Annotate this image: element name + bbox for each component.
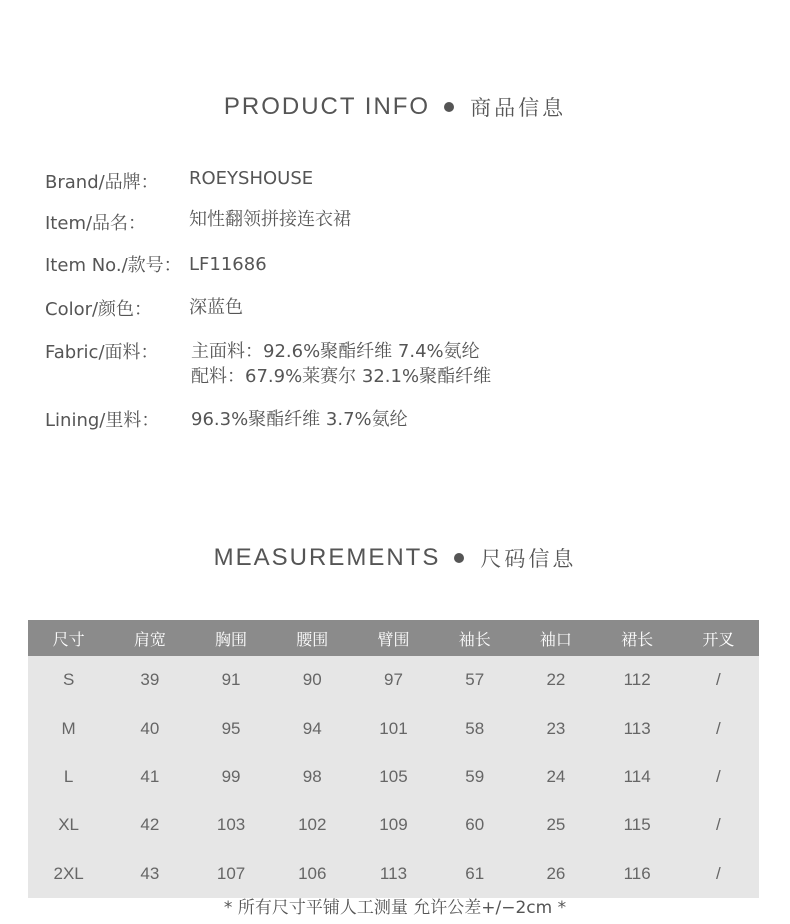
table-cell: 113: [623, 718, 651, 738]
fabric-secondary-value: 配料：67.9%莱赛尔 32.1%聚酯纤维: [191, 366, 492, 387]
header-dress-length: 裙长: [621, 629, 654, 649]
table-cell: /: [716, 863, 721, 883]
measurements-heading: [0, 543, 790, 573]
table-cell: 101: [379, 718, 408, 738]
table-cell: 107: [216, 863, 246, 883]
table-row: [28, 753, 759, 801]
table-cell: 59: [465, 766, 485, 786]
lining-value: 96.3%聚酯纤维 3.7%氨纶: [191, 409, 408, 430]
item-no-label: Item No./款号：: [45, 255, 182, 276]
size-table-header-row: [28, 620, 759, 656]
table-cell: 23: [546, 718, 566, 738]
product-info-title-cn: 商品信息: [470, 96, 567, 120]
header-size: 尺寸: [52, 629, 85, 649]
header-slit: 开叉: [702, 629, 735, 649]
table-cell: 57: [465, 670, 485, 690]
table-row: [28, 850, 759, 898]
table-cell: 26: [546, 863, 566, 883]
table-cell: 113: [379, 863, 408, 883]
table-cell: 24: [546, 766, 566, 786]
color-label: Color/颜色：: [45, 299, 153, 320]
table-cell: 41: [140, 766, 160, 786]
table-cell: XL: [58, 815, 79, 835]
table-cell: 2XL: [53, 863, 84, 883]
table-row: [28, 704, 759, 752]
table-cell: 94: [302, 718, 322, 738]
table-cell: 39: [140, 670, 160, 690]
brand-value: ROEYSHOUSE: [189, 168, 314, 189]
table-cell: 102: [298, 815, 327, 835]
color-value: 深蓝色: [189, 297, 243, 318]
table-cell: /: [716, 718, 721, 738]
table-cell: 105: [379, 766, 408, 786]
item-value: 知性翻领拼接连衣裙: [189, 209, 351, 230]
table-cell: 97: [384, 670, 403, 690]
table-cell: 22: [546, 670, 566, 690]
table-cell: 43: [140, 863, 160, 883]
fabric-main-value: 主面料：92.6%聚酯纤维 7.4%氨纶: [191, 341, 480, 362]
table-cell: /: [716, 815, 721, 835]
table-cell: M: [61, 718, 76, 738]
header-arm: 臂围: [377, 629, 410, 649]
lining-label: Lining/里料：: [45, 410, 160, 431]
table-cell: 40: [140, 718, 160, 738]
measurement-footnote: * 所有尺寸平铺人工测量 允许公差+/−2cm *: [223, 898, 567, 918]
header-cuff: 袖口: [539, 629, 572, 649]
measurements-title-en: MEASUREMENTS: [213, 544, 441, 571]
table-cell: 115: [623, 815, 651, 835]
table-cell: 95: [221, 718, 241, 738]
table-cell: 103: [216, 815, 246, 835]
table-row: [28, 656, 759, 704]
header-sleeve-length: 袖长: [458, 629, 491, 649]
header-shoulder: 肩宽: [133, 629, 166, 649]
table-cell: 98: [302, 766, 322, 786]
header-bust: 胸围: [215, 629, 248, 649]
product-info-heading: [0, 92, 790, 122]
table-cell: S: [62, 670, 75, 690]
table-cell: 109: [379, 815, 408, 835]
item-label: Item/品名：: [45, 213, 147, 234]
table-cell: 42: [140, 815, 160, 835]
table-cell: 25: [546, 815, 566, 835]
brand-label: Brand/品牌：: [45, 172, 159, 193]
table-cell: 114: [623, 766, 651, 786]
bullet-dot-icon: [444, 102, 454, 112]
table-cell: 90: [302, 670, 322, 690]
table-cell: /: [716, 670, 721, 690]
table-cell: /: [716, 766, 721, 786]
table-cell: 60: [465, 815, 485, 835]
table-cell: 106: [298, 863, 327, 883]
table-cell: L: [63, 766, 74, 786]
product-info-title-en: PRODUCT INFO: [223, 93, 431, 120]
table-row: [28, 801, 759, 849]
table-cell: 116: [623, 863, 651, 883]
bullet-dot-icon: [454, 553, 464, 563]
table-cell: 112: [623, 670, 651, 690]
measurements-title-cn: 尺码信息: [480, 547, 577, 571]
table-cell: 61: [465, 863, 485, 883]
table-cell: 58: [465, 718, 485, 738]
fabric-label: Fabric/面料：: [45, 342, 159, 363]
item-no-value: LF11686: [189, 254, 267, 275]
size-table: [28, 620, 759, 898]
table-cell: 99: [221, 766, 241, 786]
header-waist: 腰围: [296, 629, 329, 649]
table-cell: 91: [221, 670, 241, 690]
